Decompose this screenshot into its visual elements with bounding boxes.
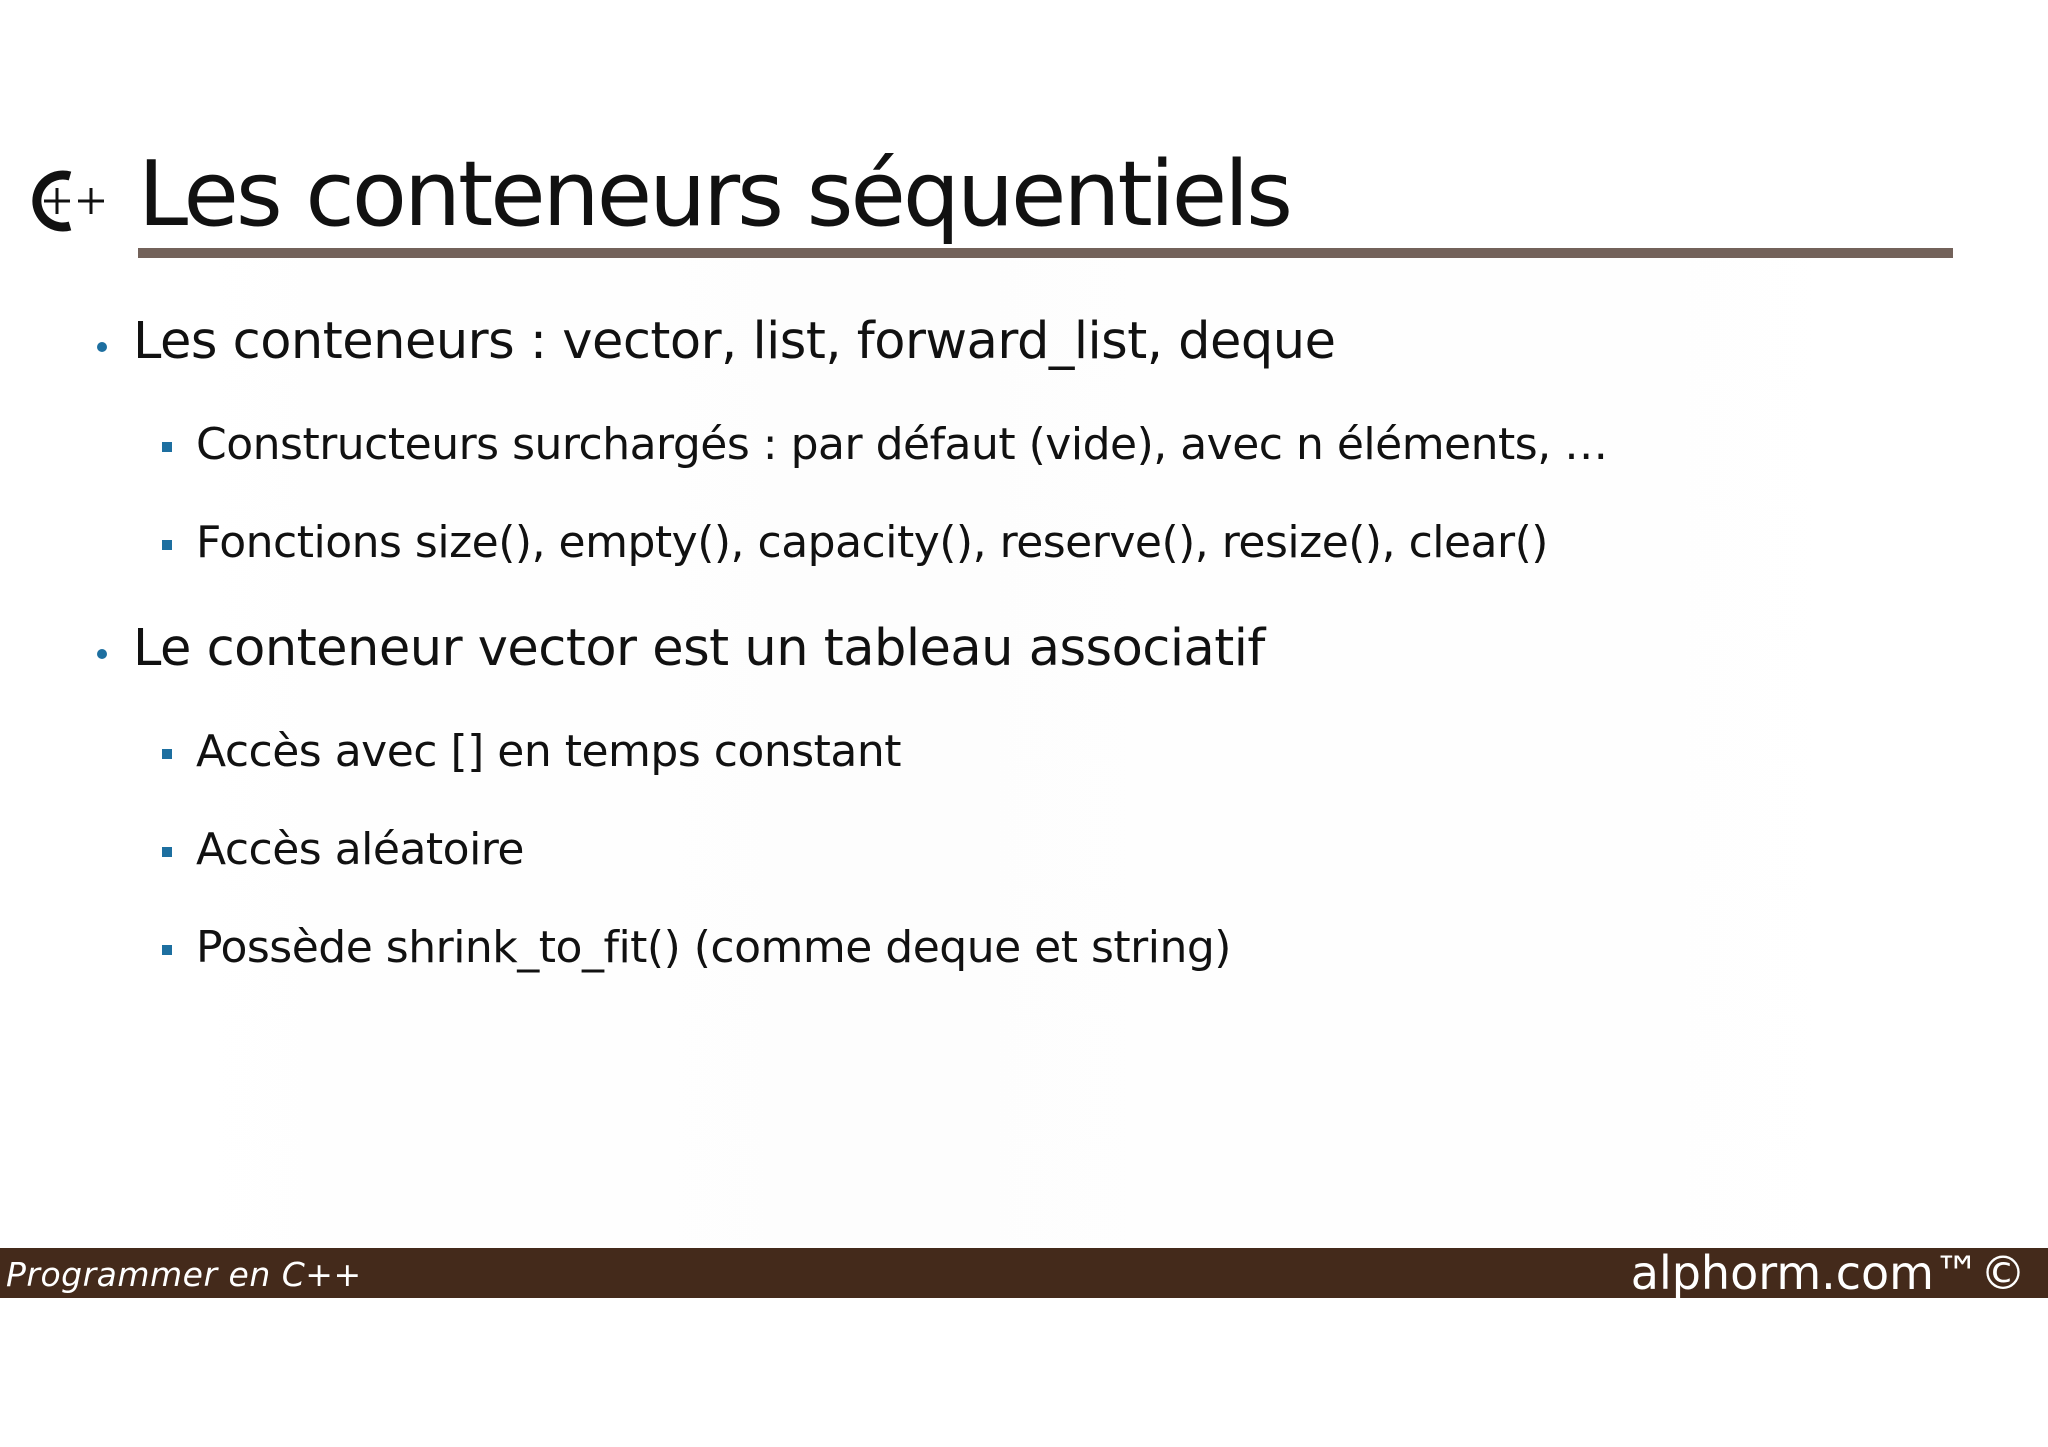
svg-text:C++: C++ xyxy=(73,219,78,221)
footer-course-title: Programmer en C++ xyxy=(6,1255,362,1294)
footer-brand: alphorm.com™© xyxy=(1630,1246,2026,1300)
footer-bar xyxy=(0,1248,2048,1298)
sub-bullet-random-access: Accès aléatoire xyxy=(196,824,524,875)
sub-bullet-shrink-to-fit: Possède shrink_to_fit() (comme deque et string) xyxy=(196,922,1231,973)
slide-title: Les conteneurs séquentiels xyxy=(138,142,1291,247)
title-underline xyxy=(138,248,1953,258)
sub-bullet-access-constant: Accès avec [] en temps constant xyxy=(196,726,901,777)
bullet-vector: Le conteneur vector est un tableau associatif xyxy=(133,619,1265,678)
sub-bullet-functions: Fonctions size(), empty(), capacity(), reserve(), resize(), clear() xyxy=(196,517,1548,568)
sub-bullet-constructors: Constructeurs surchargés : par défaut (vide), avec n éléments, … xyxy=(196,419,1608,470)
bullet-containers: Les conteneurs : vector, list, forward_list, deque xyxy=(133,312,1336,371)
cpp-logo-icon xyxy=(30,160,116,240)
